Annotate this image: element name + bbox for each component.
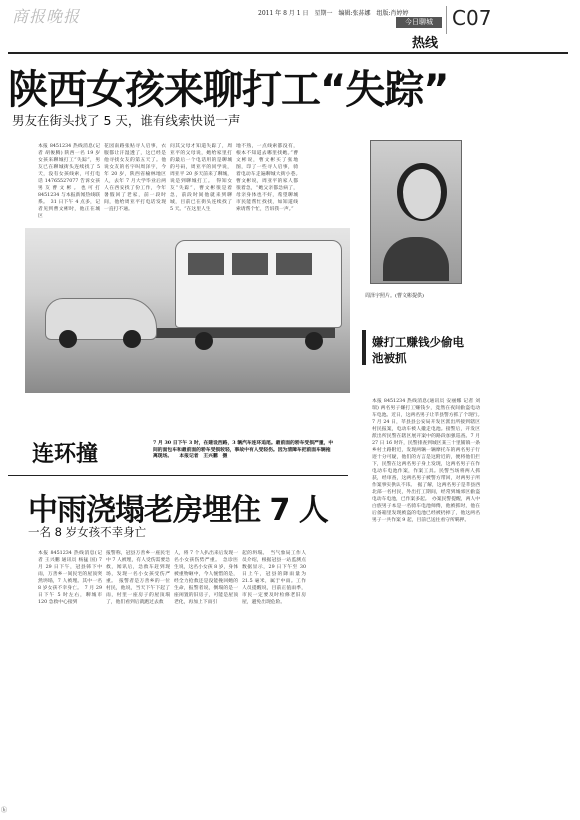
story2-col3: 人，将 7 个人扒出来后发现一名小女孩伤势严重。 急诊医生说，这名小女孩 8 岁，身体被重物砸中，今人惋惜的是，经全力抢救还是没能挽回她的生命，报警者说，倒塌的是一座闲置的旧房子，可能是屋顶老化，再加上下雨引 [174, 551, 238, 605]
story2-subhead: 一名 8 岁女孩不幸身亡 [28, 525, 147, 539]
masthead-logo: 商报晚报 [12, 7, 81, 26]
story1-subhead: 男友在街头找了 5 天，谁有线索快说一声 [12, 113, 241, 128]
story1-col2: 花园南路张贴寻人启事，衣服都让汗湿透了，这已经是他寻找女友的第五天了。他说女友的名字叫周泽宇，今年 20 岁，陕西省榆林地区人，去年 7 月大学毕业后两人在西安找了份工作，今年暑假回了老家，前一段时间，他给周亚平打电话发现一直打不通。 [104, 144, 166, 212]
photo-tag: 连环撞 [32, 442, 99, 467]
story1-col4: 地不熟，一点线索都没有，根本不知道去哪里找她。”曹文彬说，曹文彬买了张地图，印了一些寻人启事，骑着电动车走遍聊城大街小巷。 曹文彬说，周亚平的家人都很着急，“她父亲都急病了，母亲身体也不好，希望聊城市民能帮忙找找，如知道线索请帮个忙，告诉我一声。” [236, 144, 303, 212]
channel-title: 热线 [412, 36, 439, 51]
story2-headline: 中雨浇塌老房埋住 7 人 [28, 493, 328, 528]
story3-body: 本报 8451234 热线消息(通讯员 安丽娜 记者 刘瑞) 两名男子嫌打工赚钱少，竟然在夜间偷盗电动车电池。近日，这两名男子让莘县警方抓了个现行。 7 月 24 日，莘县县公安局开发区派出所接到辖区村民报案，电动车被人撬走电池。接警后，开发区派出所民警在辖区展开案中的路段加强巡查。7 月 27 日 16 时许，民警排查到城区某三十里铺镇一条乡村土路附近，发现两辆一辆摩托车的两名男子行迹十分可疑，他们的方言是这附近的，便将他们拦下，民警在这两名男子身上发现，这两名男子在作电动车电池作案，作案工具。民警当场将两人抓获，经审查，这两名男子被警方带回，对两男子所作案事实供认不讳。 据了解，这两名男子是莘县西北部一名村民，外出打工期间，经常到城郊区偷盗电动车电池，已作案多起。 办案民警提醒，两人中白族男子本是一名骑车电池师傅，他被抓时，他在后备箱里发现被盗的电池已经被扔掉了，他这两名男子一共作案 9 起，目前已送往看守所羁押。 [372, 399, 485, 523]
story3-accent-bar [362, 330, 366, 365]
story1-headline: 陕西女孩来聊打工“失踪” [8, 67, 449, 113]
corner-mark: ⓑ [1, 807, 8, 814]
story3-headline: 嫌打工赚钱少偷电池被抓 [372, 335, 464, 365]
portrait-caption: 周泽宇照片。(曹文彬提供) [365, 293, 424, 299]
car-photo-caption: 7 月 30 日下午 3 时，在建设西路，3 辆汽车连环追尾。最前面的轿车受损严重，中间的面包车和最前面的轿车受损较轻，事故中有人受轻伤。因为清障车把前面车辆拖离现场。 本报记者 王兴鹏 摄 [153, 440, 334, 459]
story2-col4: 起的坍塌。 当气象局工作人员介绍，根据冠县一站监测点数据显示，29 日下午至 30 日上午，冠县的降雨量为 21.5 毫米，属于中雨。工作人员提醒说，目前正值雨季，市民一定要及时检修老旧房屋，避免出现危险。 [242, 551, 306, 605]
dateline: 2011 年 8 月 1 日 星期一 编辑:张荪娜 组版:肖婷婷 [258, 10, 409, 17]
car-accident-photo [25, 228, 350, 393]
portrait-photo [370, 140, 462, 284]
section-label: 今日聊城 [396, 17, 442, 28]
story2-col1: 本报 8451234 热线消息(记者 王兴鹏 通讯员 杨猛 国) 7 月 29 日下午，冠县韩下中雨，万善乡一间民宅的屋顶突然坍塌，7 人被埋。其中一名 8 岁女孩不幸身亡。 7 月 29 日下午 5 时左右，聊城市 120 急救中心接到 [38, 551, 102, 605]
story1-col1: 本报 8451234 热线消息(记者 胡俊腾) 陕西一名 19 岁女孩来聊城打工“失踪”，男友已在聊城街头连续找了 5 天，没有女孩线索，可打电话 14765527077 告诉女孩男友曹文彬。也可打 8451234 与本报新闻热线联系。 31 日下午 4 点多，记者见到曹文彬时，他正在城区 [38, 144, 100, 219]
story1-col3: 问其父母才知道失踪了，周亚平的父母说，她给家里打的最后一个电话用的是聊城的号码，周亚平的同学说，周亚平 20 多天前来了聊城，说是到聊城打工。 得知女友“失踪”，曹文彬很是着急，前段时间他就来到聊城，目前已在街头连续找了 5 天。“在这里人生 [170, 144, 232, 212]
page-number-divider [446, 6, 447, 34]
page-number: C07 [452, 6, 492, 30]
header-rule [8, 52, 568, 54]
story2-col2: 报警称，冠县万善乡一座民宅中 7 人被埋，有人受伤需要急救，闻讯后，急救车赶到现场，发现一名小女孩受伤严重。 报警者是万善乡的一位村民，他说，当天下午下起了雨，村里一座房子的屋顶塌了，他们看到后就跑过去救 [106, 551, 170, 605]
section-divider [8, 475, 348, 476]
